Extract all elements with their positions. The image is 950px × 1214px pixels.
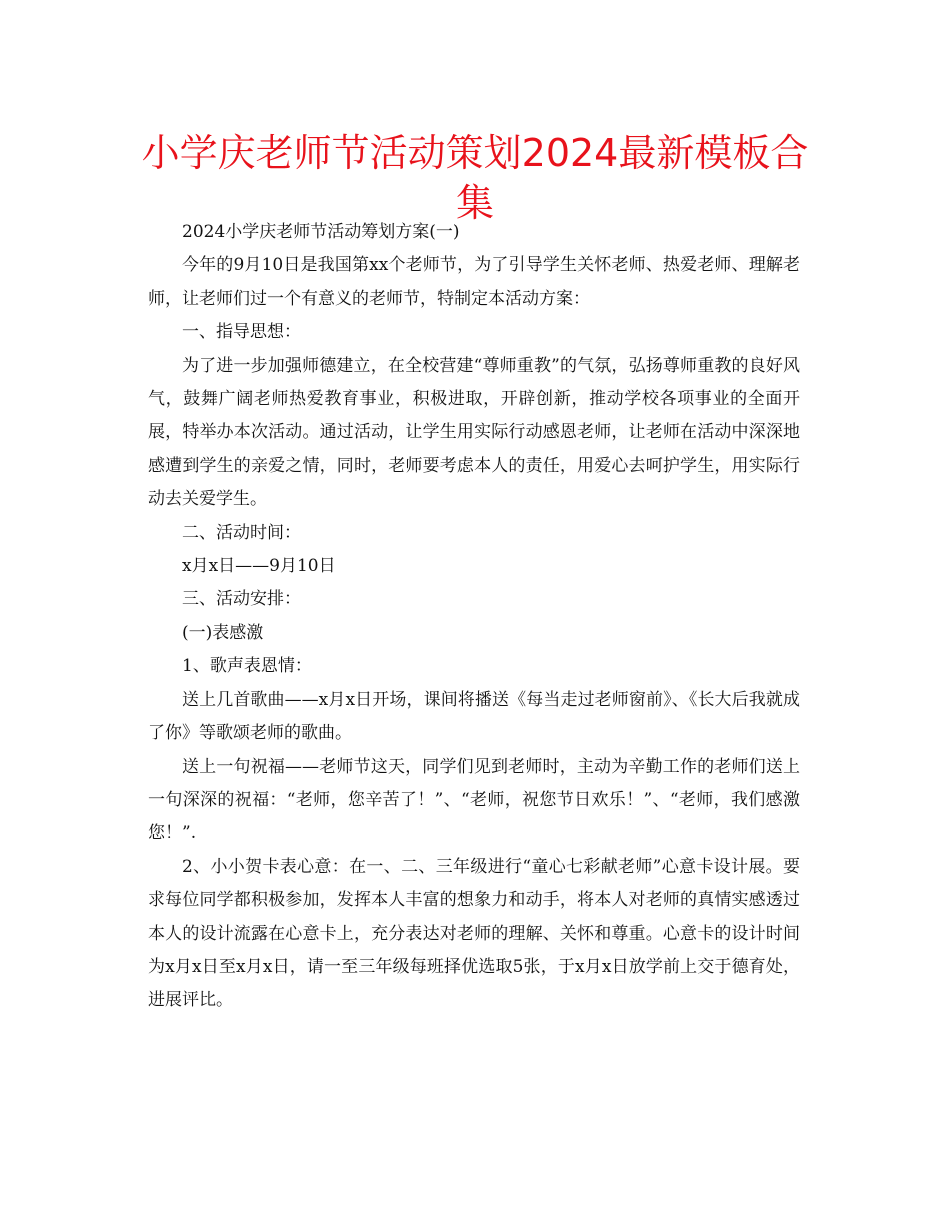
activity-time-paragraph: x月x日——9月10日 (182, 556, 336, 577)
document-body (148, 216, 800, 1018)
item-heading-songs: 1、歌声表恩情： (182, 656, 312, 677)
section-heading-activity-time: 二、活动时间： (182, 522, 301, 543)
guiding-thought-paragraph: 为了进一步加强师德建立，在全校营建“尊师重教”的气氛，弘扬尊师重教的良好风气，鼓舞广阔老师热爱教育事业，积极进取，开辟创新，推动学校各项事业的全面开展，特举办本次活动。通过活动，让学生用实际行动感恩老师，让老师在活动中深深地感遭到学生的亲爱之情，同时，老师要考虑本人的责任，用爱心去呵护学生，用实际行动去关爱学生。 (148, 355, 800, 510)
songs-paragraph: 送上几首歌曲——x月x日开场，课间将播送《每当走过老师窗前》、《长大后我就成了你》等歌颂老师的歌曲。 (148, 689, 800, 744)
document-title: 小学庆老师节活动策划2024最新模板合集 (141, 131, 809, 225)
plan-heading: 2024小学庆老师节活动筹划方案(一) (182, 222, 460, 242)
section-heading-guiding-thought: 一、指导思想： (182, 322, 301, 343)
section-heading-activity-arrangement: 三、活动安排： (182, 589, 301, 610)
greeting-card-paragraph: 2、小小贺卡表心意：在一、二、三年级进行“童心七彩献老师”心意卡设计展。要求每位同学都积极参加，发挥本人丰富的想象力和动手，将本人对老师的真情实感透过本人的设计流露在心意卡上，充分表达对老师的理解、关怀和尊重。心意卡的设计时间为x月x日至x月x日，请一至三年级每班择优选取5张，于x月x日放学前上交于德育处，进展评比。 (148, 856, 800, 1011)
blessing-paragraph: 送上一句祝福——老师节这天，同学们见到老师时，主动为辛勤工作的老师们送上一句深深的祝福：“老师，您辛苦了！”、“老师，祝您节日欢乐！”、“老师，我们感激您！”. (148, 756, 800, 844)
intro-paragraph: 今年的9月10日是我国第xx个老师节，为了引导学生关怀老师、热爱老师、理解老师，让老师们过一个有意义的老师节，特制定本活动方案： (148, 255, 800, 309)
subsection-heading-gratitude: (一)表感激 (182, 622, 264, 643)
